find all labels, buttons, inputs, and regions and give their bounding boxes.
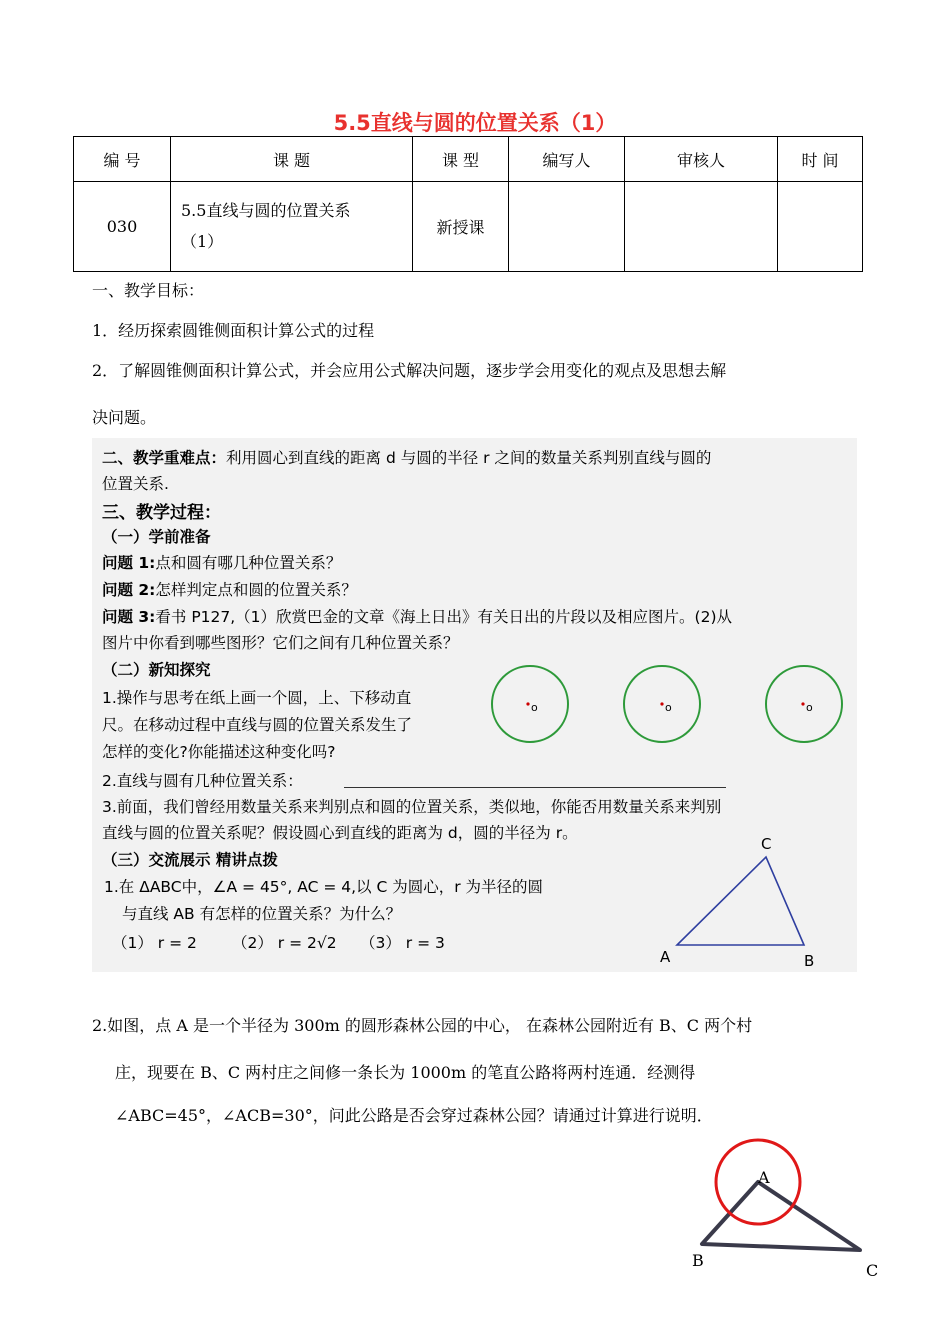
question-3-text: 看书 P127,（1）欣赏巴金的文章《海上日出》有关日出的片段以及相应图片。(2)从 (155, 608, 732, 626)
vertex-c-label: C (761, 835, 772, 853)
subject-line1: 5.5直线与圆的位置关系 (181, 201, 351, 221)
three-circles-figure (487, 658, 857, 748)
cell-number: 030 (74, 182, 171, 272)
process-heading: 三、教学过程： (102, 503, 221, 523)
cell-type: 新授课 (413, 182, 509, 272)
vertex-a-label: A (660, 948, 671, 966)
header-type: 课 型 (413, 137, 509, 182)
point-c-label: C (866, 1261, 879, 1280)
operation-line-2: 尺。在移动过程中直线与圆的位置关系发生了 (102, 716, 413, 734)
goal-item-1: 1．经历探索圆锥侧面积计算公式的过程 (92, 321, 375, 340)
question-3-label: 问题 3: (102, 608, 156, 626)
operation-line-1: 1.操作与思考在纸上画一个圆，上、下移动直 (102, 689, 412, 707)
cell-subject (171, 182, 413, 272)
key-points-text: 利用圆心到直线的距离 d 与圆的半径 r 之间的数量关系判别直线与圆的 (226, 449, 712, 467)
key-points-text-2: 位置关系. (102, 475, 169, 493)
problem-2-line-2: 庄，现要在 B、C 两村庄之间修一条长为 1000m 的笔直公路将两村连通．经测得 (115, 1063, 696, 1082)
vertex-b-label: B (804, 952, 815, 970)
circle-3-center-label: o (806, 701, 813, 714)
question-1-label: 问题 1: (102, 554, 156, 572)
example-line-2: 与直线 AB 有怎样的位置关系？为什么？ (122, 905, 402, 923)
key-points (102, 446, 711, 468)
operation-line-3: 怎样的变化?你能描述这种变化吗? (102, 743, 336, 761)
example-option-2: （2） r = 2√2 (232, 934, 337, 952)
embedded-screenshot (92, 438, 857, 972)
cell-time (778, 182, 863, 272)
triangle-abc (677, 857, 804, 945)
circle-2-center-label: o (665, 701, 672, 714)
subject-line2: （1） (181, 231, 224, 251)
header-time: 时 间 (778, 137, 863, 182)
circle-1-center-label: o (531, 701, 538, 714)
question-1-text: 点和圆有哪几种位置关系？ (155, 554, 342, 572)
sub-heading-1: （一）学前准备 (102, 528, 211, 546)
circle-1 (492, 666, 568, 742)
item-3-line-1: 3.前面，我们曾经用数量关系来判别点和圆的位置关系，类似地，你能否用数量关系来判别 (102, 798, 722, 816)
sub-heading-2: （二）新知探究 (102, 661, 211, 679)
goals-heading: 一、教学目标： (92, 281, 205, 300)
key-points-heading: 二、教学重难点： (102, 449, 227, 467)
lesson-info-table (73, 136, 863, 272)
header-number: 编 号 (74, 137, 171, 182)
question-2 (102, 578, 357, 600)
example-line-1: 1.在 ΔABC中，∠A = 45°, AC = 4,以 C 为圆心，r 为半径的圆 (104, 878, 544, 896)
circle-2 (624, 666, 700, 742)
sub-heading-3: （三）交流展示 精讲点拨 (102, 851, 278, 869)
answer-blank-line (344, 787, 726, 788)
goal-item-2-line1: 2．了解圆锥侧面积计算公式，并会应用公式解决问题，逐步学会用变化的观点及思想去解 (92, 361, 727, 380)
example-option-1: （1） r = 2 (112, 934, 197, 952)
question-3 (102, 605, 732, 627)
header-reviewer: 审核人 (625, 137, 778, 182)
problem-2-line-1: 2.如图，点 A 是一个半径为 300m 的圆形森林公园的中心， 在森林公园附近有 B、C 两个村 (92, 1016, 753, 1035)
point-b-label: B (692, 1251, 704, 1270)
header-author: 编写人 (509, 137, 625, 182)
cell-author (509, 182, 625, 272)
page-title: 5.5直线与圆的位置关系（1） (333, 111, 617, 135)
triangle-abc-figure (647, 833, 837, 973)
example-option-3: （3） r = 3 (360, 934, 445, 952)
header-subject: 课 题 (171, 137, 413, 182)
question-1 (102, 551, 341, 573)
item-2-text: 2.直线与圆有几种位置关系： (102, 772, 303, 790)
circle-3 (766, 666, 842, 742)
question-2-label: 问题 2: (102, 581, 156, 599)
forest-park-figure (680, 1130, 900, 1280)
question-3-text-2: 图片中你看到哪些图形？它们之间有几种位置关系？ (102, 634, 459, 652)
cell-reviewer (625, 182, 778, 272)
point-a-label: A (758, 1168, 770, 1187)
item-3-line-2: 直线与圆的位置关系呢？假设圆心到直线的距离为 d，圆的半径为 r。 (102, 824, 578, 842)
goal-item-2-line2: 决问题。 (92, 408, 157, 427)
problem-2-line-3: ∠ABC=45°，∠ACB=30°，问此公路是否会穿过森林公园？请通过计算进行说明． (115, 1106, 713, 1125)
question-2-text: 怎样判定点和圆的位置关系？ (155, 581, 357, 599)
